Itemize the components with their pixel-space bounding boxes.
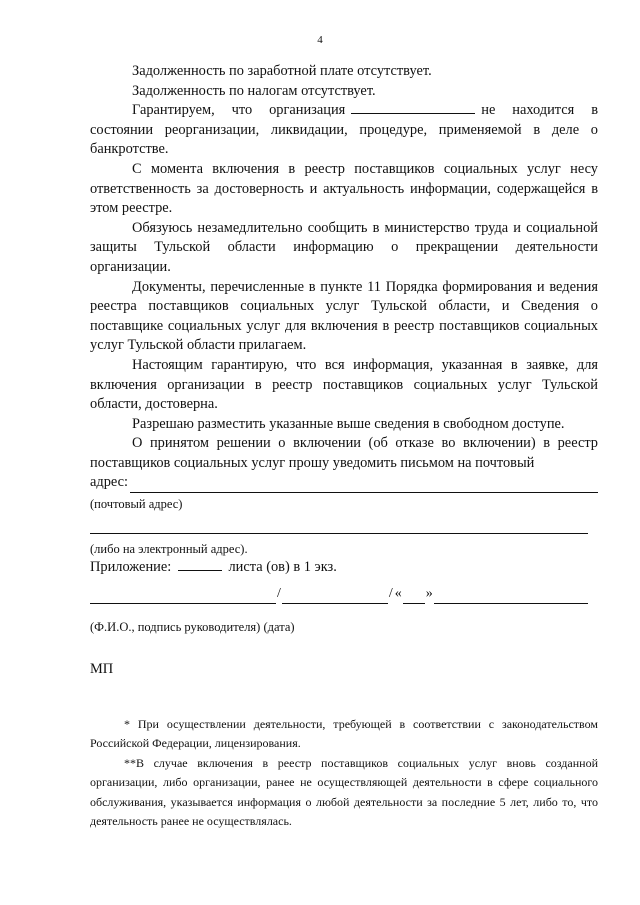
footnote-new-organization: **В случае включения в реестр поставщиков социальных услуг вновь созданной организации, либо организации, ранее не осуществляющей деятельности в сфере социального обслуживания, указывается информация о любой деятельности за последние 5 лет, либо то, что деятельность ранее не осуществлялась.	[90, 755, 598, 829]
organization-name-blank[interactable]	[351, 101, 475, 114]
paragraph-tax-debt: Задолженность по налогам отсутствует.	[132, 82, 376, 99]
signature-separator: /	[277, 586, 281, 602]
paragraph-public-access: Разрешаю разместить указанные выше сведения в свободном доступе.	[132, 415, 565, 432]
attachment-suffix: листа (ов) в 1 экз.	[228, 559, 337, 576]
attachment-row	[90, 558, 598, 578]
footnote-license: * При осуществлении деятельности, требующей в соответствии с законодательством Российской Федерации, лицензирования.	[90, 717, 598, 751]
paragraph-salary-debt: Задолженность по заработной плате отсутствует.	[132, 63, 432, 79]
date-day-blank[interactable]	[403, 589, 425, 604]
paragraph-documents-attached: Документы, перечисленные в пункте 11 Порядка формирования и ведения реестра поставщиков социальных услуг Тульской области, и Сведения о поставщике социальных услуг для включения в реестр поставщиков социальных услуг Тульской области прилагаем.	[90, 278, 598, 354]
signature-row	[90, 584, 588, 604]
attachment-label: Приложение:	[90, 559, 172, 576]
date-quote-close: »	[425, 586, 433, 602]
guarantee-text-start: Гарантируем, что организация	[132, 102, 346, 119]
paragraph-decision-notice: О принятом решении о включении (об отказе во включении) в реестр поставщиков социальных услуг прошу уведомить письмом на почтовый	[90, 435, 598, 471]
email-address-caption: (либо на электронный адрес).	[90, 542, 248, 557]
address-row	[90, 473, 598, 493]
postal-address-caption: (почтовый адрес)	[90, 497, 183, 512]
date-quote-open: «	[394, 586, 402, 602]
guarantee-text-end: не находится в состоянии реорганизации, ликвидации, процедуре, применяемой в деле о банкротстве.	[90, 102, 598, 158]
document-body	[90, 62, 598, 679]
stamp-place-label: МП	[90, 660, 114, 677]
postal-address-blank[interactable]	[130, 478, 598, 493]
paragraph-responsibility: С момента включения в реестр поставщиков социальных услуг несу ответственность за достоверность и актуальность информации, содержащейся в этом реестре.	[90, 160, 598, 217]
footnotes	[90, 715, 598, 831]
paragraph-notify-ministry: Обязуюсь незамедлительно сообщить в министерство труда и социальной защиты Тульской области информацию о прекращении деятельности организации.	[90, 219, 598, 275]
paragraph-guarantee-organization	[90, 101, 598, 160]
address-label: адрес:	[90, 474, 129, 491]
date-month-year-blank[interactable]	[434, 589, 588, 604]
email-address-blank[interactable]	[90, 513, 588, 534]
signature-caption: (Ф.И.О., подпись руководителя) (дата)	[90, 619, 295, 634]
paragraph-info-guarantee: Настоящим гарантирую, что вся информация, указанная в заявке, для включения организации в реестр поставщиков социальных услуг Тульской области, достоверна.	[90, 356, 598, 413]
signature-blank[interactable]	[282, 589, 388, 604]
fio-blank[interactable]	[90, 589, 276, 604]
signature-separator: /	[388, 586, 393, 602]
attachment-pages-blank[interactable]	[178, 558, 222, 571]
page-number: 4	[317, 34, 323, 46]
